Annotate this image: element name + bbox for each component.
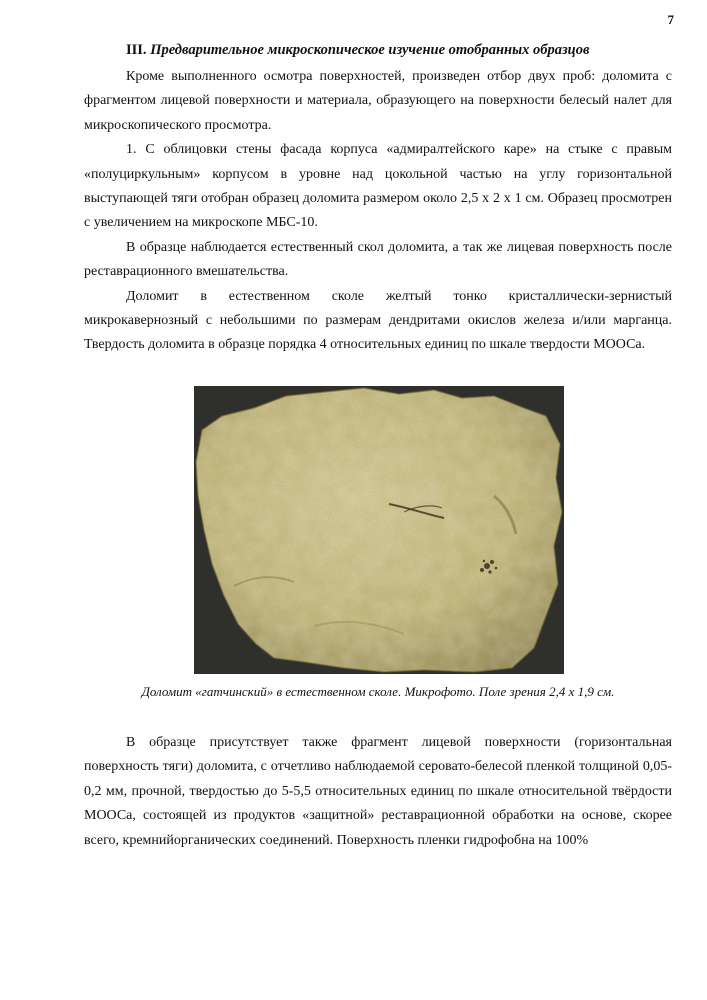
dolomite-photo bbox=[194, 386, 564, 674]
page-number: 7 bbox=[667, 12, 674, 27]
text-block-bottom bbox=[84, 731, 672, 853]
section-heading bbox=[126, 41, 686, 60]
paragraph: Кроме выполненного осмотра поверхностей, произведен отбор двух проб: доломита с фрагментом лицевой поверхности и материала, образующего на поверхности белесый налет для микроскопического просмотра. bbox=[84, 69, 672, 133]
dolomite-sample-image bbox=[194, 386, 564, 674]
paragraph: 1. С облицовки стены фасада корпуса «адмиралтейского каре» на стыке с правым «полуциркульным» корпусом в уровне над цокольной частью на углу горизонтальной выступающей тяги отобран образец доломита размером около 2,5 х 2 х 1 см. Образец просмотрен с увеличением на микроскопе МБС-10. bbox=[84, 142, 672, 231]
paragraph: Доломит в естественном сколе желтый тонко кристаллически-зернистый микрокавернозный с небольшими по размерам дендритами окислов железа и/или марганца. Твердость доломита в образце порядка 4 относительных единиц по шкале твердости МООСа. bbox=[84, 288, 672, 353]
figure-caption: Доломит «гатчинский» в естественном сколе. Микрофото. Поле зрения 2,4 х 1,9 см. bbox=[141, 684, 615, 699]
section-number: III. bbox=[126, 42, 147, 58]
paragraph: В образце присутствует также фрагмент лицевой поверхности (горизонтальная поверхность тяги) доломита, с отчетливо наблюдаемой серовато-белесой пленкой толщиной 0,05-0,2 мм, прочной, твердостью до 5-5,5 относительных единиц по шкале относительной твёрдости МООСа, состоящей из продуктов «защитной» реставрационной обработки на основе, скорее всего, кремнийорганических соединений. Поверхность пленки гидрофобна на 100% bbox=[84, 735, 672, 848]
paragraph: В образце наблюдается естественный скол доломита, а так же лицевая поверхность после реставрационного вмешательства. bbox=[84, 239, 672, 280]
section-title: Предварительное микроскопическое изучение отобранных образцов bbox=[150, 42, 590, 58]
text-block-top bbox=[84, 65, 672, 358]
